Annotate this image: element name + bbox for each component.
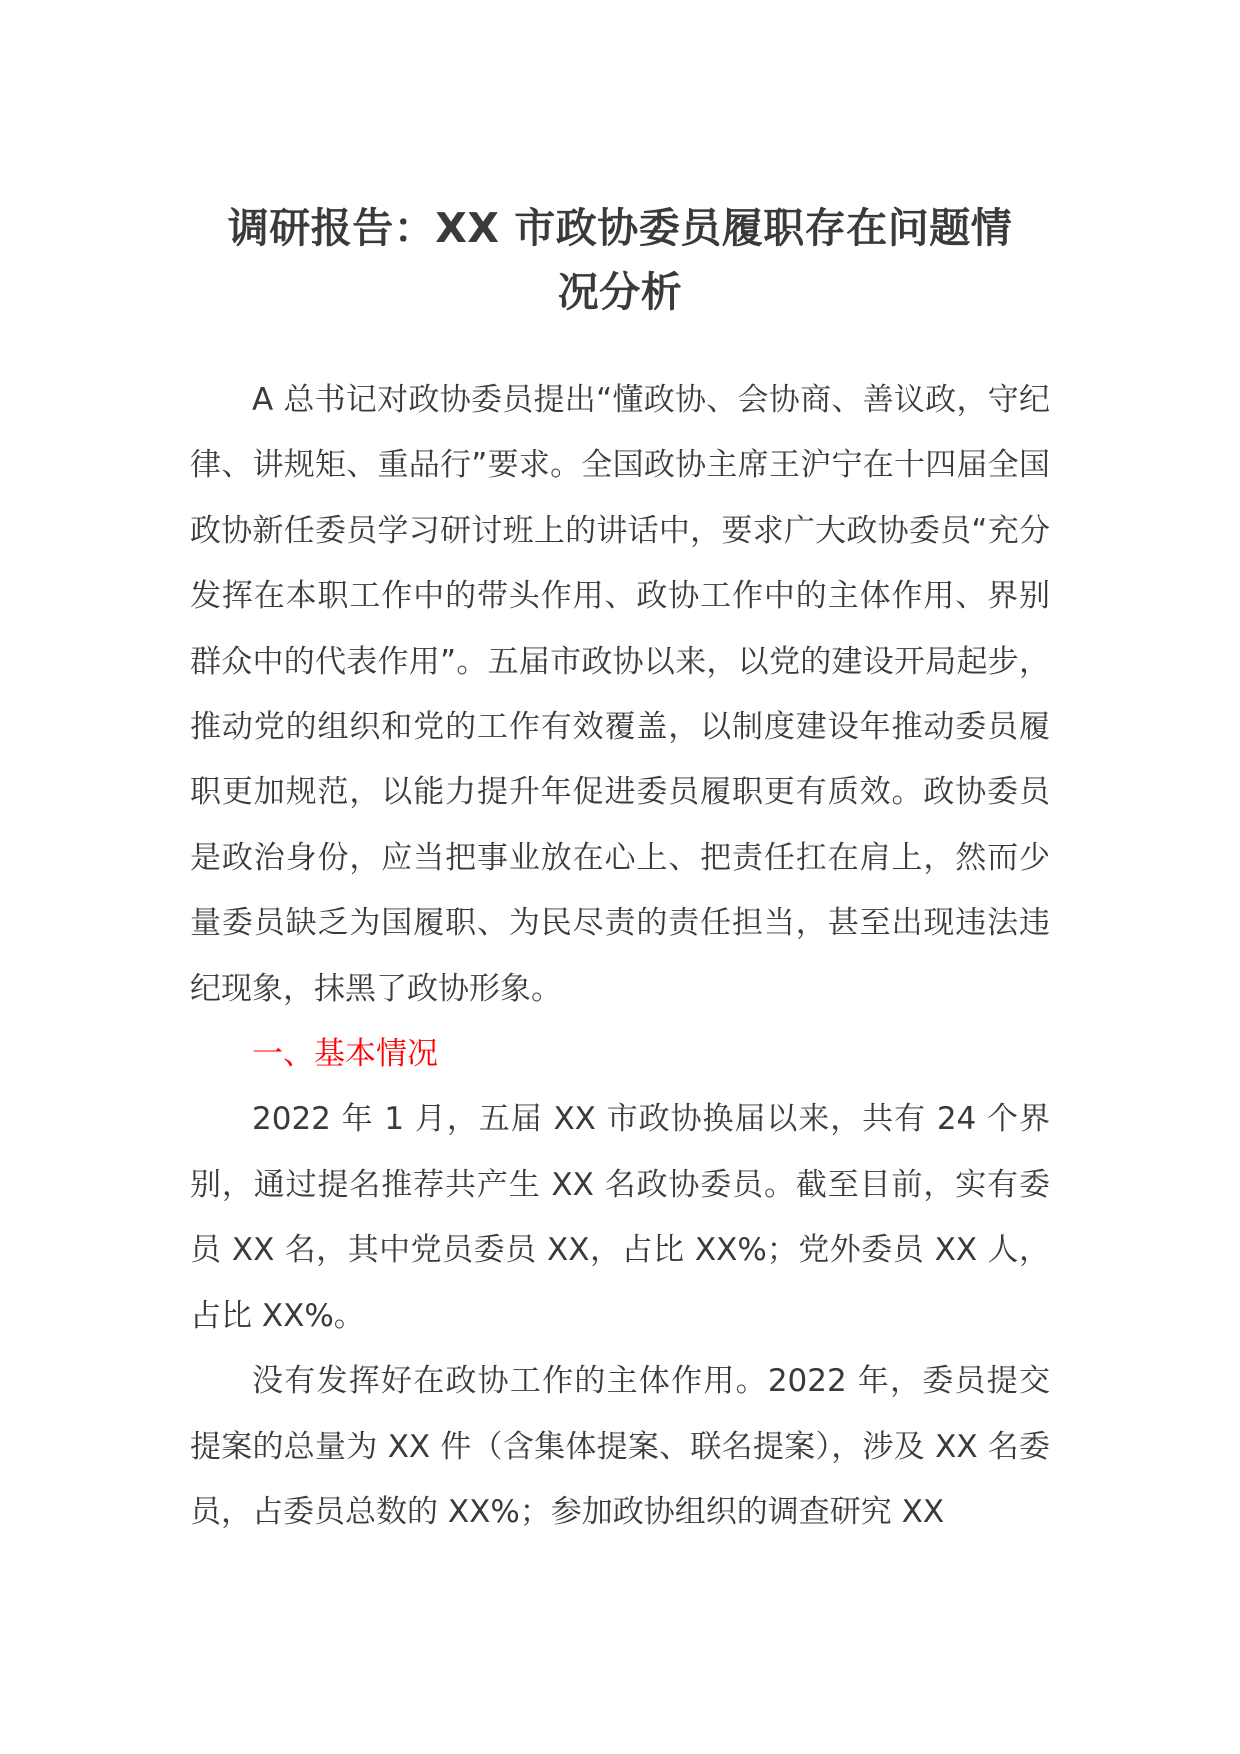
document-title bbox=[190, 196, 1050, 324]
section-heading-basic-situation: 一、基本情况 bbox=[252, 1036, 438, 1073]
main-role-paragraph: 没有发挥好在政协工作的主体作用。2022 年，委员提交提案的总量为 XX 件（含集体提案、联名提案），涉及 XX 名委员，占委员总数的 XX%；参加政协组织的调查研究 XX bbox=[190, 1363, 1050, 1530]
intro-paragraph: A 总书记对政协委员提出“懂政协、会协商、善议政，守纪律、讲规矩、重品行”要求。全国政协主席王沪宁在十四届全国政协新任委员学习研讨班上的讲话中，要求广大政协委员“充分发挥在本职工作中的带头作用、政协工作中的主体作用、界别群众中的代表作用”。五届市政协以来，以党的建设开局起步，推动党的组织和党的工作有效覆盖，以制度建设年推动委员履职更加规范，以能力提升年促进委员履职更有质效。政协委员是政治身份，应当把事业放在心上、把责任扛在肩上，然而少量委员缺乏为国履职、为民尽责的责任担当，甚至出现违法违纪现象，抹黑了政协形象。 bbox=[190, 382, 1050, 1007]
title-line-2: 况分析 bbox=[557, 268, 683, 316]
title-line-1: 调研报告：XX 市政协委员履职存在问题情 bbox=[227, 204, 1013, 252]
basic-situation-paragraph: 2022 年 1 月，五届 XX 市政协换届以来，共有 24 个界别，通过提名推荐共产生 XX 名政协委员。截至目前，实有委员 XX 名，其中党员委员 XX，占比 XX%；党外委员 XX 人，占比 XX%。 bbox=[190, 1101, 1050, 1334]
